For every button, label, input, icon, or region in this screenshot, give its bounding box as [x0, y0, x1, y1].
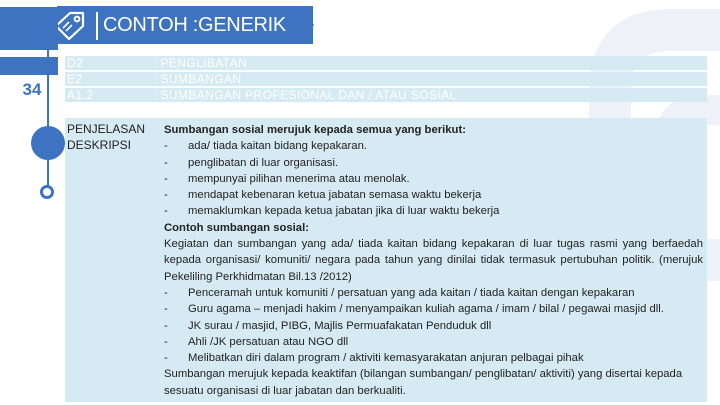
timeline-line	[47, 46, 49, 190]
title-banner-tail	[300, 6, 314, 44]
list-item: - ada/ tiada kaitan bidang kepakaran.	[164, 140, 368, 153]
row-value: : SUMBANGAN PROFESIONAL DAN / ATAU SOSIAL	[153, 88, 457, 102]
list-item-text: ada/ tiada kaitan bidang kepakaran.	[188, 140, 368, 153]
example-heading: Contoh sumbangan sosial:	[164, 221, 309, 234]
header-row-a12	[65, 88, 707, 102]
list-item: - memaklumkan kepada ketua jabatan jika di luar waktu bekerja	[164, 205, 500, 218]
list-item-text: Guru agama – menjadi hakim / menyampaikan kuliah agama / imam / bilal / pegawai masjid dll.	[188, 303, 664, 316]
list-item: - JK surau / masjid, PIBG, Majlis Permuafakatan Penduduk dll	[164, 319, 492, 332]
list-item-text: JK surau / masjid, PIBG, Majlis Permuafakatan Penduduk dll	[188, 319, 492, 332]
row-code: A1.2	[67, 88, 94, 102]
section-label-line2: DESKRIPSI	[67, 137, 132, 152]
list-item-text: penglibatan di luar organisasi.	[188, 156, 339, 169]
page-title: CONTOH :GENERIK	[103, 14, 286, 36]
list-item-text: Melibatkan diri dalam program / aktiviti kemasyarakatan anjuran pelbagai pihak	[188, 352, 584, 365]
banner-separator	[96, 12, 98, 40]
header-row-d2	[65, 56, 707, 70]
list-item: - penglibatan di luar organisasi.	[164, 156, 339, 169]
closing-paragraph: Sumbangan merujuk kepada keaktifan (bilangan sumbangan/ penglibatan/ aktiviti) yang disertai kepada sesuatu organisasi di luar jabatan dan berkualiti.	[164, 368, 683, 397]
list-item: - mempunyai pilihan menerima atau menolak.	[164, 172, 410, 185]
section-label-line1: PENJELASAN	[67, 122, 146, 136]
row-value: : PENGLIBATAN	[153, 56, 248, 70]
example-paragraph: Kegiatan dan sumbangan yang ada/ tiada kaitan bidang kepakaran di luar tugas rasmi yang berfaedah kepada organisasi/ komuniti/ negara pada tahun yang dinilai tidak termasuk pertubuhan politik. (merujuk Pekeliling Perkhidmatan Bil.13 /2012)	[164, 238, 703, 283]
row-value: : SUMBANGAN	[153, 72, 242, 86]
header-row-e2	[65, 72, 707, 86]
list-item-text: memaklumkan kepada ketua jabatan jika di luar waktu bekerja	[188, 205, 500, 218]
row-code: E2	[67, 72, 83, 86]
timeline-dot-large	[31, 126, 65, 160]
list-item-text: mendapat kebenaran ketua jabatan semasa waktu bekerja	[188, 189, 482, 202]
list-item-text: Ahli /JK persatuan atau NGO dll	[188, 335, 349, 348]
content-heading: Sumbangan sosial merujuk kepada semua yang berikut:	[164, 124, 466, 136]
section-label	[67, 122, 145, 153]
row-code: D2	[67, 56, 84, 70]
list-item: - Melibatkan diri dalam program / aktiviti kemasyarakatan anjuran pelbagai pihak	[164, 352, 584, 365]
description-panel	[65, 118, 707, 402]
list-item: - Penceramah untuk komuniti / persatuan yang ada kaitan / tiada kaitan dengan kepakaran	[164, 286, 635, 299]
side-accent-bar	[0, 7, 58, 50]
list-item-text: Penceramah untuk komuniti / persatuan yang ada kaitan / tiada kaitan dengan kepakaran	[188, 286, 635, 299]
timeline-dot-small	[40, 185, 54, 199]
list-item-text: mempunyai pilihan menerima atau menolak.	[188, 172, 410, 185]
list-item: - Guru agama – menjadi hakim / menyampaikan kuliah agama / imam / bilal / pegawai masjid dll.	[164, 303, 664, 316]
list-item: - Ahli /JK persatuan atau NGO dll	[164, 335, 349, 348]
list-item: - mendapat kebenaran ketua jabatan semasa waktu bekerja	[164, 189, 482, 202]
description-body	[164, 122, 703, 399]
page-number: 34	[0, 75, 64, 105]
